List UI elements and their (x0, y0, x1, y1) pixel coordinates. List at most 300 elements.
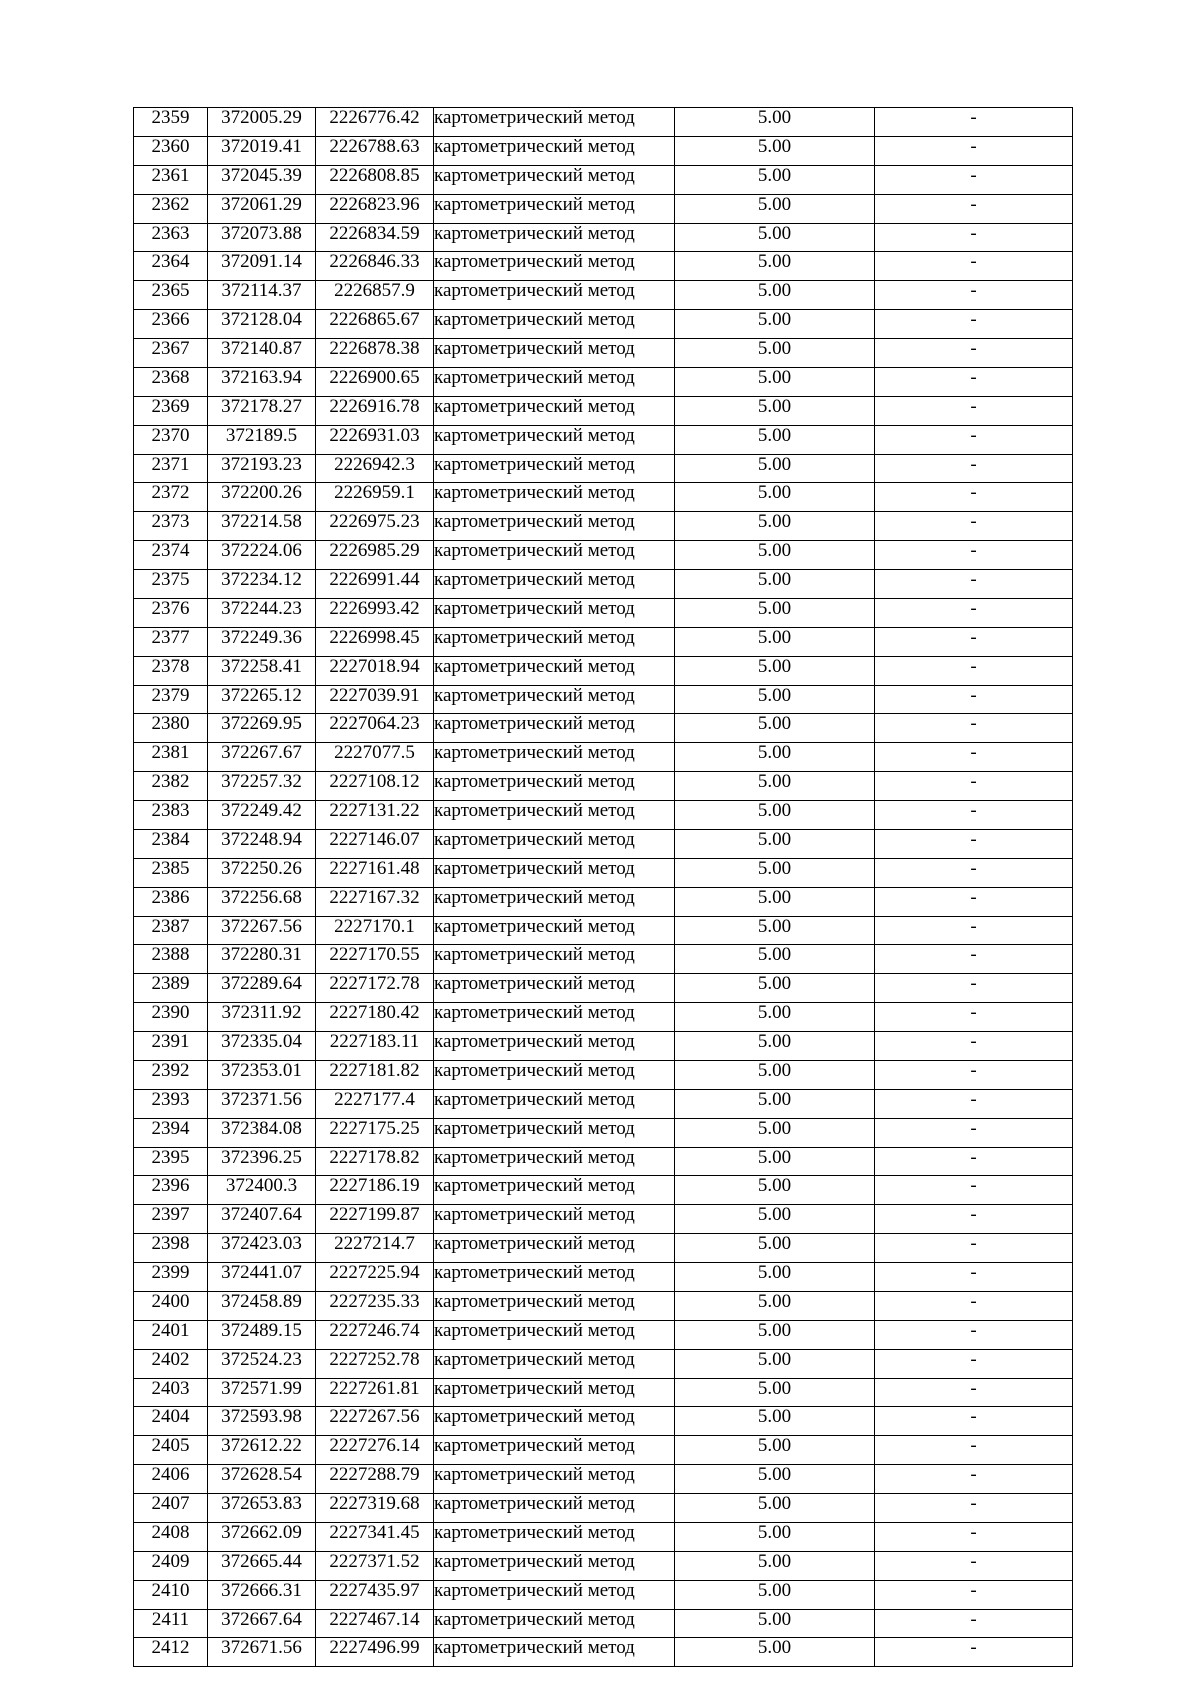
point-number-cell: 2365 (134, 281, 208, 310)
method-cell: картометрический метод (434, 916, 675, 945)
accuracy-cell: 5.00 (675, 541, 875, 570)
table-row (134, 339, 1073, 368)
method-cell: картометрический метод (434, 1580, 675, 1609)
y-coordinate-cell: 2227177.4 (316, 1089, 434, 1118)
accuracy-cell: 5.00 (675, 136, 875, 165)
point-number-cell: 2379 (134, 685, 208, 714)
table-row (134, 858, 1073, 887)
point-number-cell: 2402 (134, 1349, 208, 1378)
x-coordinate-cell: 372665.44 (208, 1551, 316, 1580)
point-number-cell: 2395 (134, 1147, 208, 1176)
y-coordinate-cell: 2227276.14 (316, 1436, 434, 1465)
table-row (134, 1291, 1073, 1320)
point-number-cell: 2409 (134, 1551, 208, 1580)
method-cell: картометрический метод (434, 858, 675, 887)
x-coordinate-cell: 372256.68 (208, 887, 316, 916)
point-number-cell: 2404 (134, 1407, 208, 1436)
y-coordinate-cell: 2226931.03 (316, 425, 434, 454)
x-coordinate-cell: 372178.27 (208, 396, 316, 425)
note-cell: - (875, 1407, 1073, 1436)
x-coordinate-cell: 372234.12 (208, 570, 316, 599)
table-row (134, 656, 1073, 685)
method-cell: картометрический метод (434, 1089, 675, 1118)
x-coordinate-cell: 372335.04 (208, 1032, 316, 1061)
accuracy-cell: 5.00 (675, 1176, 875, 1205)
note-cell: - (875, 772, 1073, 801)
table-row (134, 310, 1073, 339)
method-cell: картометрический метод (434, 1465, 675, 1494)
x-coordinate-cell: 372593.98 (208, 1407, 316, 1436)
table-row (134, 1176, 1073, 1205)
table-row (134, 1118, 1073, 1147)
accuracy-cell: 5.00 (675, 1465, 875, 1494)
table-row (134, 1436, 1073, 1465)
y-coordinate-cell: 2227225.94 (316, 1263, 434, 1292)
method-cell: картометрический метод (434, 974, 675, 1003)
table-row (134, 165, 1073, 194)
method-cell: картометрический метод (434, 1176, 675, 1205)
y-coordinate-cell: 2227131.22 (316, 801, 434, 830)
point-number-cell: 2372 (134, 483, 208, 512)
x-coordinate-cell: 372193.23 (208, 454, 316, 483)
x-coordinate-cell: 372189.5 (208, 425, 316, 454)
note-cell: - (875, 1003, 1073, 1032)
method-cell: картометрический метод (434, 1320, 675, 1349)
x-coordinate-cell: 372524.23 (208, 1349, 316, 1378)
accuracy-cell: 5.00 (675, 1378, 875, 1407)
point-number-cell: 2401 (134, 1320, 208, 1349)
accuracy-cell: 5.00 (675, 627, 875, 656)
x-coordinate-cell: 372280.31 (208, 945, 316, 974)
x-coordinate-cell: 372073.88 (208, 223, 316, 252)
method-cell: картометрический метод (434, 339, 675, 368)
method-cell: картометрический метод (434, 425, 675, 454)
accuracy-cell: 5.00 (675, 772, 875, 801)
method-cell: картометрический метод (434, 656, 675, 685)
note-cell: - (875, 1320, 1073, 1349)
note-cell: - (875, 714, 1073, 743)
table-row (134, 108, 1073, 137)
x-coordinate-cell: 372267.67 (208, 743, 316, 772)
point-number-cell: 2412 (134, 1638, 208, 1667)
method-cell: картометрический метод (434, 194, 675, 223)
point-number-cell: 2403 (134, 1378, 208, 1407)
note-cell: - (875, 310, 1073, 339)
table-row (134, 1320, 1073, 1349)
x-coordinate-cell: 372224.06 (208, 541, 316, 570)
table-row (134, 512, 1073, 541)
method-cell: картометрический метод (434, 483, 675, 512)
table-row (134, 367, 1073, 396)
table-row (134, 743, 1073, 772)
table-row (134, 772, 1073, 801)
y-coordinate-cell: 2226975.23 (316, 512, 434, 541)
table-row (134, 598, 1073, 627)
point-number-cell: 2408 (134, 1522, 208, 1551)
accuracy-cell: 5.00 (675, 1638, 875, 1667)
note-cell: - (875, 945, 1073, 974)
y-coordinate-cell: 2226985.29 (316, 541, 434, 570)
method-cell: картометрический метод (434, 1638, 675, 1667)
y-coordinate-cell: 2227496.99 (316, 1638, 434, 1667)
note-cell: - (875, 1118, 1073, 1147)
y-coordinate-cell: 2226998.45 (316, 627, 434, 656)
method-cell: картометрический метод (434, 1378, 675, 1407)
point-number-cell: 2362 (134, 194, 208, 223)
y-coordinate-cell: 2226808.85 (316, 165, 434, 194)
x-coordinate-cell: 372289.64 (208, 974, 316, 1003)
y-coordinate-cell: 2227161.48 (316, 858, 434, 887)
method-cell: картометрический метод (434, 1609, 675, 1638)
table-row (134, 1378, 1073, 1407)
note-cell: - (875, 1465, 1073, 1494)
x-coordinate-cell: 372061.29 (208, 194, 316, 223)
method-cell: картометрический метод (434, 1205, 675, 1234)
note-cell: - (875, 743, 1073, 772)
table-row (134, 714, 1073, 743)
accuracy-cell: 5.00 (675, 454, 875, 483)
y-coordinate-cell: 2226865.67 (316, 310, 434, 339)
y-coordinate-cell: 2227341.45 (316, 1522, 434, 1551)
note-cell: - (875, 1494, 1073, 1523)
y-coordinate-cell: 2227435.97 (316, 1580, 434, 1609)
x-coordinate-cell: 372257.32 (208, 772, 316, 801)
y-coordinate-cell: 2226993.42 (316, 598, 434, 627)
method-cell: картометрический метод (434, 281, 675, 310)
accuracy-cell: 5.00 (675, 1580, 875, 1609)
accuracy-cell: 5.00 (675, 1089, 875, 1118)
table-row (134, 974, 1073, 1003)
accuracy-cell: 5.00 (675, 1118, 875, 1147)
accuracy-cell: 5.00 (675, 1263, 875, 1292)
table-row (134, 541, 1073, 570)
point-number-cell: 2410 (134, 1580, 208, 1609)
method-cell: картометрический метод (434, 772, 675, 801)
method-cell: картометрический метод (434, 136, 675, 165)
method-cell: картометрический метод (434, 1436, 675, 1465)
note-cell: - (875, 1436, 1073, 1465)
accuracy-cell: 5.00 (675, 1003, 875, 1032)
accuracy-cell: 5.00 (675, 1551, 875, 1580)
table-row (134, 685, 1073, 714)
note-cell: - (875, 108, 1073, 137)
y-coordinate-cell: 2227261.81 (316, 1378, 434, 1407)
x-coordinate-cell: 372091.14 (208, 252, 316, 281)
method-cell: картометрический метод (434, 1060, 675, 1089)
table-row (134, 916, 1073, 945)
note-cell: - (875, 1580, 1073, 1609)
table-row (134, 1003, 1073, 1032)
accuracy-cell: 5.00 (675, 310, 875, 339)
table-row (134, 281, 1073, 310)
point-number-cell: 2397 (134, 1205, 208, 1234)
table-row (134, 1522, 1073, 1551)
point-number-cell: 2382 (134, 772, 208, 801)
note-cell: - (875, 367, 1073, 396)
accuracy-cell: 5.00 (675, 194, 875, 223)
x-coordinate-cell: 372249.42 (208, 801, 316, 830)
table-row (134, 252, 1073, 281)
y-coordinate-cell: 2227064.23 (316, 714, 434, 743)
point-number-cell: 2363 (134, 223, 208, 252)
accuracy-cell: 5.00 (675, 1407, 875, 1436)
accuracy-cell: 5.00 (675, 974, 875, 1003)
note-cell: - (875, 598, 1073, 627)
x-coordinate-cell: 372400.3 (208, 1176, 316, 1205)
x-coordinate-cell: 372489.15 (208, 1320, 316, 1349)
table-row (134, 801, 1073, 830)
note-cell: - (875, 570, 1073, 599)
method-cell: картометрический метод (434, 1263, 675, 1292)
note-cell: - (875, 541, 1073, 570)
note-cell: - (875, 1522, 1073, 1551)
method-cell: картометрический метод (434, 396, 675, 425)
point-number-cell: 2367 (134, 339, 208, 368)
table-row (134, 1494, 1073, 1523)
table-row (134, 570, 1073, 599)
table-row (134, 425, 1073, 454)
note-cell: - (875, 1291, 1073, 1320)
note-cell: - (875, 916, 1073, 945)
point-number-cell: 2391 (134, 1032, 208, 1061)
y-coordinate-cell: 2227214.7 (316, 1234, 434, 1263)
point-number-cell: 2411 (134, 1609, 208, 1638)
accuracy-cell: 5.00 (675, 1147, 875, 1176)
point-number-cell: 2369 (134, 396, 208, 425)
point-number-cell: 2360 (134, 136, 208, 165)
note-cell: - (875, 887, 1073, 916)
accuracy-cell: 5.00 (675, 252, 875, 281)
accuracy-cell: 5.00 (675, 425, 875, 454)
point-number-cell: 2406 (134, 1465, 208, 1494)
y-coordinate-cell: 2227170.55 (316, 945, 434, 974)
accuracy-cell: 5.00 (675, 396, 875, 425)
point-number-cell: 2392 (134, 1060, 208, 1089)
table-row (134, 1060, 1073, 1089)
x-coordinate-cell: 372250.26 (208, 858, 316, 887)
method-cell: картометрический метод (434, 1147, 675, 1176)
point-number-cell: 2393 (134, 1089, 208, 1118)
note-cell: - (875, 136, 1073, 165)
point-number-cell: 2396 (134, 1176, 208, 1205)
y-coordinate-cell: 2227170.1 (316, 916, 434, 945)
x-coordinate-cell: 372128.04 (208, 310, 316, 339)
y-coordinate-cell: 2226878.38 (316, 339, 434, 368)
point-number-cell: 2381 (134, 743, 208, 772)
note-cell: - (875, 165, 1073, 194)
table-row (134, 1234, 1073, 1263)
table-row (134, 1407, 1073, 1436)
y-coordinate-cell: 2227186.19 (316, 1176, 434, 1205)
x-coordinate-cell: 372371.56 (208, 1089, 316, 1118)
accuracy-cell: 5.00 (675, 945, 875, 974)
accuracy-cell: 5.00 (675, 570, 875, 599)
y-coordinate-cell: 2226846.33 (316, 252, 434, 281)
point-number-cell: 2375 (134, 570, 208, 599)
x-coordinate-cell: 372163.94 (208, 367, 316, 396)
accuracy-cell: 5.00 (675, 281, 875, 310)
y-coordinate-cell: 2227267.56 (316, 1407, 434, 1436)
accuracy-cell: 5.00 (675, 801, 875, 830)
point-number-cell: 2361 (134, 165, 208, 194)
accuracy-cell: 5.00 (675, 656, 875, 685)
note-cell: - (875, 454, 1073, 483)
y-coordinate-cell: 2227467.14 (316, 1609, 434, 1638)
method-cell: картометрический метод (434, 108, 675, 137)
method-cell: картометрический метод (434, 1349, 675, 1378)
y-coordinate-cell: 2226834.59 (316, 223, 434, 252)
y-coordinate-cell: 2227180.42 (316, 1003, 434, 1032)
y-coordinate-cell: 2227175.25 (316, 1118, 434, 1147)
x-coordinate-cell: 372019.41 (208, 136, 316, 165)
method-cell: картометрический метод (434, 887, 675, 916)
accuracy-cell: 5.00 (675, 1522, 875, 1551)
method-cell: картометрический метод (434, 1522, 675, 1551)
y-coordinate-cell: 2227181.82 (316, 1060, 434, 1089)
method-cell: картометрический метод (434, 714, 675, 743)
y-coordinate-cell: 2227371.52 (316, 1551, 434, 1580)
accuracy-cell: 5.00 (675, 685, 875, 714)
method-cell: картометрический метод (434, 570, 675, 599)
note-cell: - (875, 1089, 1073, 1118)
accuracy-cell: 5.00 (675, 1436, 875, 1465)
x-coordinate-cell: 372458.89 (208, 1291, 316, 1320)
note-cell: - (875, 223, 1073, 252)
note-cell: - (875, 656, 1073, 685)
x-coordinate-cell: 372353.01 (208, 1060, 316, 1089)
x-coordinate-cell: 372662.09 (208, 1522, 316, 1551)
point-number-cell: 2399 (134, 1263, 208, 1292)
method-cell: картометрический метод (434, 1407, 675, 1436)
x-coordinate-cell: 372571.99 (208, 1378, 316, 1407)
method-cell: картометрический метод (434, 1551, 675, 1580)
accuracy-cell: 5.00 (675, 1234, 875, 1263)
y-coordinate-cell: 2227252.78 (316, 1349, 434, 1378)
point-number-cell: 2383 (134, 801, 208, 830)
point-number-cell: 2378 (134, 656, 208, 685)
y-coordinate-cell: 2226788.63 (316, 136, 434, 165)
x-coordinate-cell: 372214.58 (208, 512, 316, 541)
method-cell: картометрический метод (434, 512, 675, 541)
x-coordinate-cell: 372269.95 (208, 714, 316, 743)
point-number-cell: 2385 (134, 858, 208, 887)
note-cell: - (875, 1205, 1073, 1234)
accuracy-cell: 5.00 (675, 743, 875, 772)
point-number-cell: 2366 (134, 310, 208, 339)
table-row (134, 945, 1073, 974)
table-row (134, 1263, 1073, 1292)
x-coordinate-cell: 372244.23 (208, 598, 316, 627)
x-coordinate-cell: 372407.64 (208, 1205, 316, 1234)
y-coordinate-cell: 2227039.91 (316, 685, 434, 714)
table-row (134, 136, 1073, 165)
method-cell: картометрический метод (434, 1003, 675, 1032)
accuracy-cell: 5.00 (675, 1291, 875, 1320)
accuracy-cell: 5.00 (675, 1494, 875, 1523)
note-cell: - (875, 1609, 1073, 1638)
x-coordinate-cell: 372396.25 (208, 1147, 316, 1176)
y-coordinate-cell: 2227108.12 (316, 772, 434, 801)
x-coordinate-cell: 372441.07 (208, 1263, 316, 1292)
method-cell: картометрический метод (434, 1494, 675, 1523)
point-number-cell: 2368 (134, 367, 208, 396)
y-coordinate-cell: 2227146.07 (316, 829, 434, 858)
x-coordinate-cell: 372005.29 (208, 108, 316, 137)
method-cell: картометрический метод (434, 541, 675, 570)
note-cell: - (875, 281, 1073, 310)
point-number-cell: 2384 (134, 829, 208, 858)
x-coordinate-cell: 372311.92 (208, 1003, 316, 1032)
point-number-cell: 2400 (134, 1291, 208, 1320)
note-cell: - (875, 1349, 1073, 1378)
table-row (134, 829, 1073, 858)
note-cell: - (875, 829, 1073, 858)
x-coordinate-cell: 372265.12 (208, 685, 316, 714)
table-row (134, 1349, 1073, 1378)
note-cell: - (875, 194, 1073, 223)
table-row (134, 627, 1073, 656)
point-number-cell: 2370 (134, 425, 208, 454)
accuracy-cell: 5.00 (675, 1205, 875, 1234)
point-number-cell: 2376 (134, 598, 208, 627)
table-row (134, 1205, 1073, 1234)
method-cell: картометрический метод (434, 627, 675, 656)
point-number-cell: 2387 (134, 916, 208, 945)
coordinates-table-body (134, 108, 1073, 1667)
method-cell: картометрический метод (434, 598, 675, 627)
point-number-cell: 2388 (134, 945, 208, 974)
x-coordinate-cell: 372140.87 (208, 339, 316, 368)
x-coordinate-cell: 372248.94 (208, 829, 316, 858)
accuracy-cell: 5.00 (675, 1320, 875, 1349)
x-coordinate-cell: 372384.08 (208, 1118, 316, 1147)
note-cell: - (875, 1060, 1073, 1089)
note-cell: - (875, 685, 1073, 714)
point-number-cell: 2377 (134, 627, 208, 656)
x-coordinate-cell: 372200.26 (208, 483, 316, 512)
table-row (134, 1638, 1073, 1667)
accuracy-cell: 5.00 (675, 1609, 875, 1638)
accuracy-cell: 5.00 (675, 223, 875, 252)
method-cell: картометрический метод (434, 829, 675, 858)
x-coordinate-cell: 372423.03 (208, 1234, 316, 1263)
accuracy-cell: 5.00 (675, 367, 875, 396)
method-cell: картометрический метод (434, 252, 675, 281)
point-number-cell: 2374 (134, 541, 208, 570)
y-coordinate-cell: 2227246.74 (316, 1320, 434, 1349)
table-row (134, 396, 1073, 425)
point-number-cell: 2407 (134, 1494, 208, 1523)
y-coordinate-cell: 2227199.87 (316, 1205, 434, 1234)
coordinates-table (133, 107, 1073, 1667)
method-cell: картометрический метод (434, 310, 675, 339)
y-coordinate-cell: 2226823.96 (316, 194, 434, 223)
note-cell: - (875, 1234, 1073, 1263)
method-cell: картометрический метод (434, 1291, 675, 1320)
note-cell: - (875, 425, 1073, 454)
table-row (134, 1147, 1073, 1176)
point-number-cell: 2390 (134, 1003, 208, 1032)
point-number-cell: 2364 (134, 252, 208, 281)
accuracy-cell: 5.00 (675, 1060, 875, 1089)
table-row (134, 1032, 1073, 1061)
accuracy-cell: 5.00 (675, 858, 875, 887)
y-coordinate-cell: 2227077.5 (316, 743, 434, 772)
note-cell: - (875, 1032, 1073, 1061)
y-coordinate-cell: 2227172.78 (316, 974, 434, 1003)
y-coordinate-cell: 2227319.68 (316, 1494, 434, 1523)
x-coordinate-cell: 372258.41 (208, 656, 316, 685)
